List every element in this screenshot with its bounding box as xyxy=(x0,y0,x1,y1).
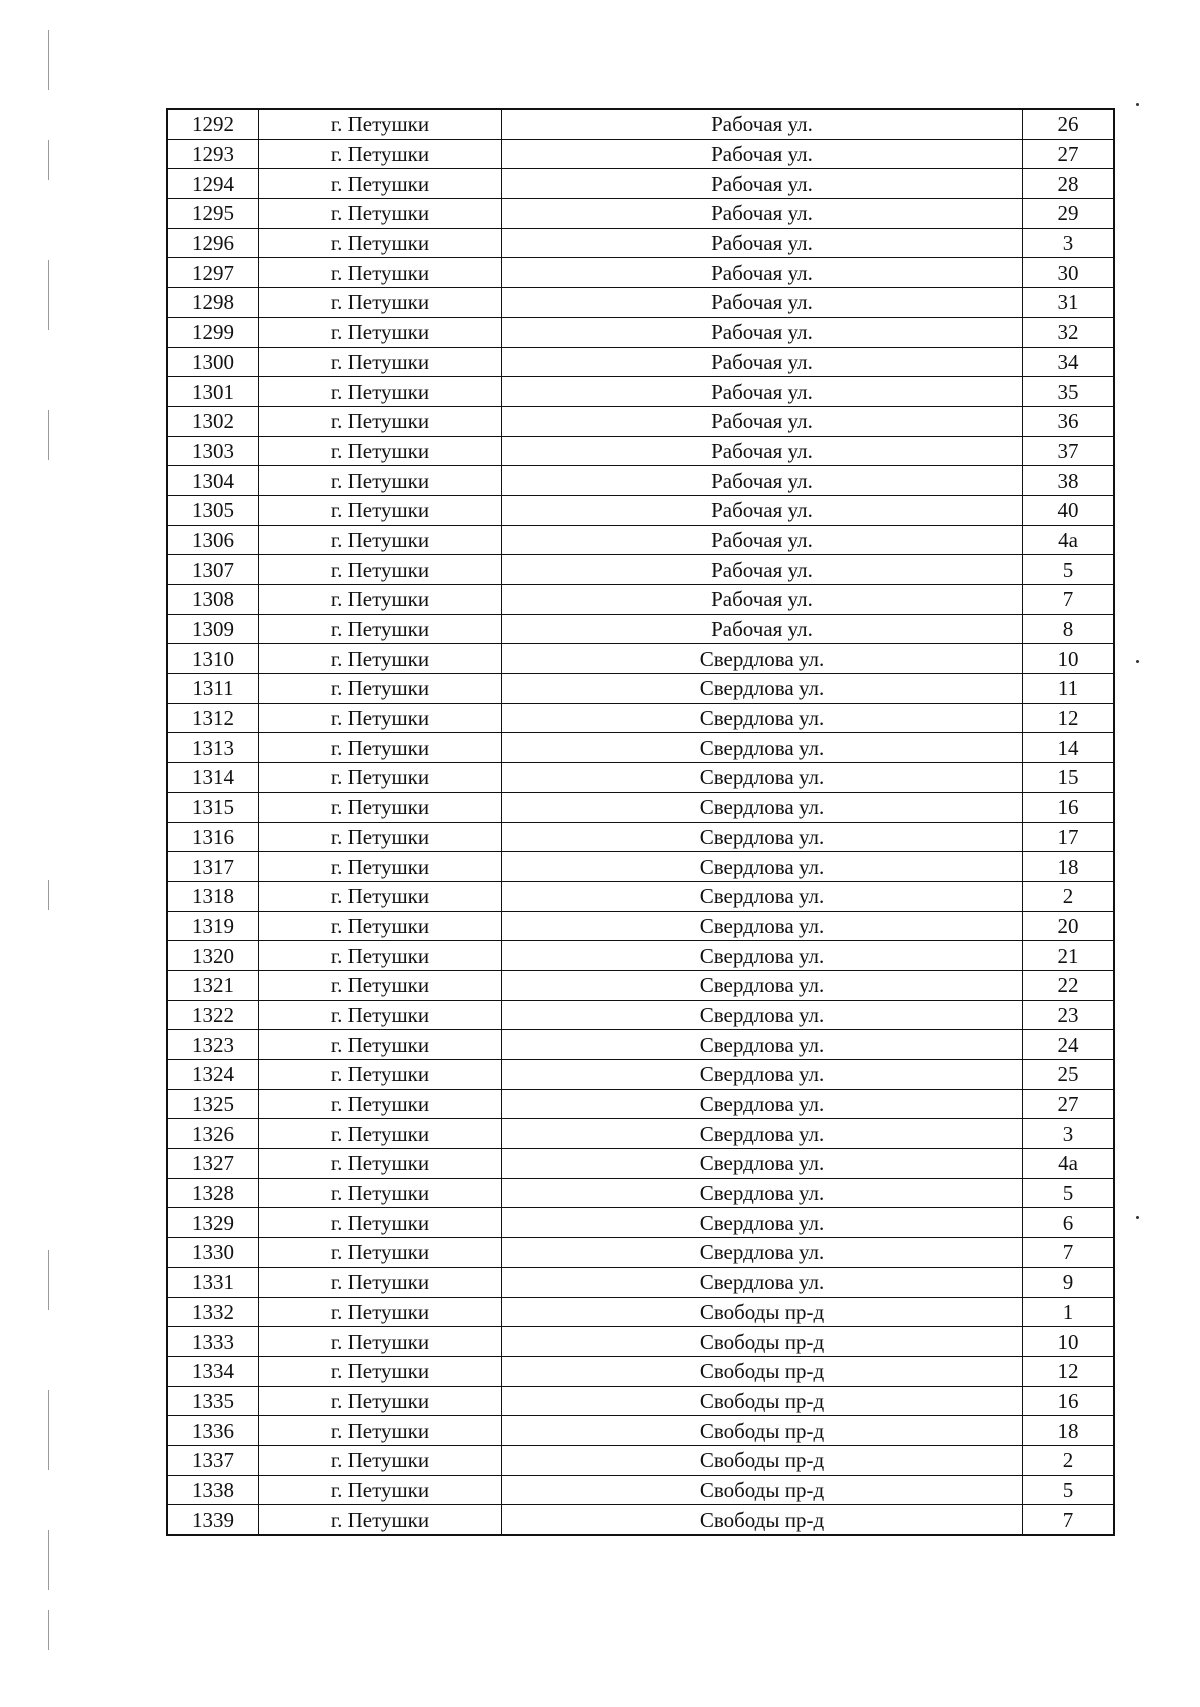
city-cell: г. Петушки xyxy=(259,377,502,407)
table-row xyxy=(167,703,1114,733)
row-number-cell: 1305 xyxy=(167,495,259,525)
house-number-cell: 12 xyxy=(1023,1356,1115,1386)
table-row xyxy=(167,1386,1114,1416)
table-row xyxy=(167,852,1114,882)
house-number-cell: 3 xyxy=(1023,1119,1115,1149)
house-number-cell: 37 xyxy=(1023,436,1115,466)
row-number-cell: 1301 xyxy=(167,377,259,407)
row-number-cell: 1338 xyxy=(167,1475,259,1505)
house-number-cell: 7 xyxy=(1023,1505,1115,1535)
street-cell: Свердлова ул. xyxy=(502,1000,1023,1030)
city-cell: г. Петушки xyxy=(259,139,502,169)
street-cell: Рабочая ул. xyxy=(502,228,1023,258)
city-cell: г. Петушки xyxy=(259,1238,502,1268)
street-cell: Рабочая ул. xyxy=(502,436,1023,466)
house-number-cell: 3 xyxy=(1023,228,1115,258)
address-table-body xyxy=(167,109,1114,1535)
house-number-cell: 20 xyxy=(1023,911,1115,941)
city-cell: г. Петушки xyxy=(259,1089,502,1119)
house-number-cell: 22 xyxy=(1023,970,1115,1000)
street-cell: Рабочая ул. xyxy=(502,288,1023,318)
row-number-cell: 1327 xyxy=(167,1149,259,1179)
table-row xyxy=(167,466,1114,496)
city-cell: г. Петушки xyxy=(259,1149,502,1179)
scan-edge-mark xyxy=(48,880,49,910)
city-cell: г. Петушки xyxy=(259,1356,502,1386)
street-cell: Свободы пр-д xyxy=(502,1416,1023,1446)
house-number-cell: 16 xyxy=(1023,1386,1115,1416)
city-cell: г. Петушки xyxy=(259,436,502,466)
table-row xyxy=(167,1327,1114,1357)
table-row xyxy=(167,525,1114,555)
city-cell: г. Петушки xyxy=(259,466,502,496)
table-row xyxy=(167,1416,1114,1446)
scan-edge-mark xyxy=(48,410,49,460)
house-number-cell: 18 xyxy=(1023,852,1115,882)
city-cell: г. Петушки xyxy=(259,614,502,644)
table-row xyxy=(167,792,1114,822)
street-cell: Рабочая ул. xyxy=(502,585,1023,615)
row-number-cell: 1302 xyxy=(167,406,259,436)
address-table xyxy=(166,108,1115,1536)
city-cell: г. Петушки xyxy=(259,1505,502,1535)
street-cell: Свердлова ул. xyxy=(502,1178,1023,1208)
house-number-cell: 16 xyxy=(1023,792,1115,822)
city-cell: г. Петушки xyxy=(259,258,502,288)
house-number-cell: 4а xyxy=(1023,1149,1115,1179)
house-number-cell: 32 xyxy=(1023,317,1115,347)
row-number-cell: 1298 xyxy=(167,288,259,318)
row-number-cell: 1295 xyxy=(167,199,259,229)
street-cell: Рабочая ул. xyxy=(502,377,1023,407)
table-row xyxy=(167,1445,1114,1475)
table-row xyxy=(167,1356,1114,1386)
table-row xyxy=(167,1030,1114,1060)
row-number-cell: 1329 xyxy=(167,1208,259,1238)
table-row xyxy=(167,1267,1114,1297)
street-cell: Рабочая ул. xyxy=(502,139,1023,169)
city-cell: г. Петушки xyxy=(259,1030,502,1060)
table-row xyxy=(167,377,1114,407)
table-row xyxy=(167,1178,1114,1208)
street-cell: Свердлова ул. xyxy=(502,1089,1023,1119)
city-cell: г. Петушки xyxy=(259,763,502,793)
table-row xyxy=(167,585,1114,615)
table-row xyxy=(167,436,1114,466)
street-cell: Свободы пр-д xyxy=(502,1356,1023,1386)
house-number-cell: 34 xyxy=(1023,347,1115,377)
street-cell: Рабочая ул. xyxy=(502,347,1023,377)
house-number-cell: 26 xyxy=(1023,109,1115,139)
table-row xyxy=(167,1149,1114,1179)
table-row xyxy=(167,555,1114,585)
scan-dot xyxy=(1136,660,1139,663)
house-number-cell: 5 xyxy=(1023,555,1115,585)
street-cell: Свердлова ул. xyxy=(502,703,1023,733)
street-cell: Рабочая ул. xyxy=(502,525,1023,555)
table-row xyxy=(167,288,1114,318)
city-cell: г. Петушки xyxy=(259,1386,502,1416)
city-cell: г. Петушки xyxy=(259,1297,502,1327)
row-number-cell: 1318 xyxy=(167,881,259,911)
row-number-cell: 1294 xyxy=(167,169,259,199)
row-number-cell: 1337 xyxy=(167,1445,259,1475)
row-number-cell: 1316 xyxy=(167,822,259,852)
row-number-cell: 1308 xyxy=(167,585,259,615)
city-cell: г. Петушки xyxy=(259,1416,502,1446)
city-cell: г. Петушки xyxy=(259,1327,502,1357)
city-cell: г. Петушки xyxy=(259,970,502,1000)
house-number-cell: 10 xyxy=(1023,1327,1115,1357)
city-cell: г. Петушки xyxy=(259,169,502,199)
house-number-cell: 11 xyxy=(1023,674,1115,704)
city-cell: г. Петушки xyxy=(259,288,502,318)
street-cell: Свердлова ул. xyxy=(502,881,1023,911)
table-row xyxy=(167,139,1114,169)
house-number-cell: 8 xyxy=(1023,614,1115,644)
street-cell: Рабочая ул. xyxy=(502,109,1023,139)
street-cell: Свердлова ул. xyxy=(502,1208,1023,1238)
table-row xyxy=(167,495,1114,525)
street-cell: Свердлова ул. xyxy=(502,763,1023,793)
city-cell: г. Петушки xyxy=(259,406,502,436)
street-cell: Рабочая ул. xyxy=(502,614,1023,644)
scan-edge-mark xyxy=(48,30,49,90)
table-row xyxy=(167,109,1114,139)
street-cell: Свердлова ул. xyxy=(502,1060,1023,1090)
scan-edge-mark xyxy=(48,140,49,180)
street-cell: Свободы пр-д xyxy=(502,1445,1023,1475)
table-row xyxy=(167,199,1114,229)
row-number-cell: 1328 xyxy=(167,1178,259,1208)
city-cell: г. Петушки xyxy=(259,585,502,615)
street-cell: Рабочая ул. xyxy=(502,406,1023,436)
city-cell: г. Петушки xyxy=(259,674,502,704)
house-number-cell: 12 xyxy=(1023,703,1115,733)
city-cell: г. Петушки xyxy=(259,733,502,763)
table-row xyxy=(167,644,1114,674)
city-cell: г. Петушки xyxy=(259,317,502,347)
house-number-cell: 25 xyxy=(1023,1060,1115,1090)
house-number-cell: 4а xyxy=(1023,525,1115,555)
row-number-cell: 1332 xyxy=(167,1297,259,1327)
row-number-cell: 1317 xyxy=(167,852,259,882)
scan-edge-mark xyxy=(48,260,49,330)
scan-edge-mark xyxy=(48,1250,49,1310)
table-row xyxy=(167,1475,1114,1505)
row-number-cell: 1293 xyxy=(167,139,259,169)
street-cell: Свободы пр-д xyxy=(502,1505,1023,1535)
table-row xyxy=(167,1505,1114,1535)
row-number-cell: 1333 xyxy=(167,1327,259,1357)
city-cell: г. Петушки xyxy=(259,1475,502,1505)
table-row xyxy=(167,881,1114,911)
house-number-cell: 24 xyxy=(1023,1030,1115,1060)
row-number-cell: 1296 xyxy=(167,228,259,258)
house-number-cell: 27 xyxy=(1023,139,1115,169)
scan-dot xyxy=(1136,1216,1139,1219)
row-number-cell: 1306 xyxy=(167,525,259,555)
table-row xyxy=(167,733,1114,763)
street-cell: Рабочая ул. xyxy=(502,495,1023,525)
row-number-cell: 1339 xyxy=(167,1505,259,1535)
row-number-cell: 1336 xyxy=(167,1416,259,1446)
table-row xyxy=(167,822,1114,852)
city-cell: г. Петушки xyxy=(259,644,502,674)
street-cell: Свердлова ул. xyxy=(502,644,1023,674)
house-number-cell: 2 xyxy=(1023,1445,1115,1475)
table-row xyxy=(167,258,1114,288)
row-number-cell: 1324 xyxy=(167,1060,259,1090)
row-number-cell: 1300 xyxy=(167,347,259,377)
house-number-cell: 35 xyxy=(1023,377,1115,407)
table-row xyxy=(167,674,1114,704)
house-number-cell: 23 xyxy=(1023,1000,1115,1030)
city-cell: г. Петушки xyxy=(259,792,502,822)
street-cell: Свободы пр-д xyxy=(502,1327,1023,1357)
table-row xyxy=(167,1208,1114,1238)
street-cell: Свердлова ул. xyxy=(502,1030,1023,1060)
table-row xyxy=(167,1297,1114,1327)
house-number-cell: 6 xyxy=(1023,1208,1115,1238)
row-number-cell: 1325 xyxy=(167,1089,259,1119)
street-cell: Рабочая ул. xyxy=(502,466,1023,496)
row-number-cell: 1320 xyxy=(167,941,259,971)
house-number-cell: 1 xyxy=(1023,1297,1115,1327)
table-row xyxy=(167,763,1114,793)
row-number-cell: 1314 xyxy=(167,763,259,793)
table-row xyxy=(167,169,1114,199)
row-number-cell: 1319 xyxy=(167,911,259,941)
city-cell: г. Петушки xyxy=(259,1000,502,1030)
house-number-cell: 9 xyxy=(1023,1267,1115,1297)
row-number-cell: 1334 xyxy=(167,1356,259,1386)
row-number-cell: 1307 xyxy=(167,555,259,585)
scan-edge-mark xyxy=(48,1530,49,1590)
row-number-cell: 1326 xyxy=(167,1119,259,1149)
table-row xyxy=(167,1060,1114,1090)
row-number-cell: 1299 xyxy=(167,317,259,347)
street-cell: Свердлова ул. xyxy=(502,1149,1023,1179)
table-row xyxy=(167,228,1114,258)
scan-edge-mark xyxy=(48,1390,49,1470)
city-cell: г. Петушки xyxy=(259,1178,502,1208)
street-cell: Свердлова ул. xyxy=(502,970,1023,1000)
street-cell: Свободы пр-д xyxy=(502,1475,1023,1505)
house-number-cell: 7 xyxy=(1023,1238,1115,1268)
row-number-cell: 1331 xyxy=(167,1267,259,1297)
street-cell: Рабочая ул. xyxy=(502,199,1023,229)
city-cell: г. Петушки xyxy=(259,941,502,971)
house-number-cell: 31 xyxy=(1023,288,1115,318)
city-cell: г. Петушки xyxy=(259,1445,502,1475)
city-cell: г. Петушки xyxy=(259,525,502,555)
row-number-cell: 1312 xyxy=(167,703,259,733)
house-number-cell: 27 xyxy=(1023,1089,1115,1119)
house-number-cell: 5 xyxy=(1023,1178,1115,1208)
table-row xyxy=(167,941,1114,971)
city-cell: г. Петушки xyxy=(259,703,502,733)
street-cell: Рабочая ул. xyxy=(502,317,1023,347)
city-cell: г. Петушки xyxy=(259,1119,502,1149)
house-number-cell: 10 xyxy=(1023,644,1115,674)
street-cell: Свободы пр-д xyxy=(502,1297,1023,1327)
table-row xyxy=(167,970,1114,1000)
house-number-cell: 28 xyxy=(1023,169,1115,199)
house-number-cell: 29 xyxy=(1023,199,1115,229)
house-number-cell: 2 xyxy=(1023,881,1115,911)
row-number-cell: 1292 xyxy=(167,109,259,139)
city-cell: г. Петушки xyxy=(259,347,502,377)
street-cell: Свердлова ул. xyxy=(502,674,1023,704)
street-cell: Свердлова ул. xyxy=(502,792,1023,822)
street-cell: Рабочая ул. xyxy=(502,555,1023,585)
row-number-cell: 1322 xyxy=(167,1000,259,1030)
row-number-cell: 1303 xyxy=(167,436,259,466)
row-number-cell: 1297 xyxy=(167,258,259,288)
city-cell: г. Петушки xyxy=(259,199,502,229)
house-number-cell: 14 xyxy=(1023,733,1115,763)
city-cell: г. Петушки xyxy=(259,822,502,852)
table-row xyxy=(167,911,1114,941)
city-cell: г. Петушки xyxy=(259,852,502,882)
house-number-cell: 21 xyxy=(1023,941,1115,971)
row-number-cell: 1304 xyxy=(167,466,259,496)
row-number-cell: 1330 xyxy=(167,1238,259,1268)
table-row xyxy=(167,347,1114,377)
street-cell: Рабочая ул. xyxy=(502,169,1023,199)
city-cell: г. Петушки xyxy=(259,228,502,258)
house-number-cell: 38 xyxy=(1023,466,1115,496)
row-number-cell: 1323 xyxy=(167,1030,259,1060)
row-number-cell: 1335 xyxy=(167,1386,259,1416)
row-number-cell: 1310 xyxy=(167,644,259,674)
street-cell: Свердлова ул. xyxy=(502,911,1023,941)
table-row xyxy=(167,317,1114,347)
city-cell: г. Петушки xyxy=(259,555,502,585)
row-number-cell: 1311 xyxy=(167,674,259,704)
table-row xyxy=(167,406,1114,436)
row-number-cell: 1321 xyxy=(167,970,259,1000)
house-number-cell: 17 xyxy=(1023,822,1115,852)
city-cell: г. Петушки xyxy=(259,1267,502,1297)
house-number-cell: 18 xyxy=(1023,1416,1115,1446)
street-cell: Свердлова ул. xyxy=(502,1238,1023,1268)
table-row xyxy=(167,1089,1114,1119)
house-number-cell: 7 xyxy=(1023,585,1115,615)
city-cell: г. Петушки xyxy=(259,911,502,941)
scan-dot xyxy=(1136,103,1139,106)
street-cell: Свердлова ул. xyxy=(502,822,1023,852)
house-number-cell: 5 xyxy=(1023,1475,1115,1505)
house-number-cell: 40 xyxy=(1023,495,1115,525)
scan-edge-mark xyxy=(48,1610,49,1650)
street-cell: Свободы пр-д xyxy=(502,1386,1023,1416)
house-number-cell: 15 xyxy=(1023,763,1115,793)
house-number-cell: 30 xyxy=(1023,258,1115,288)
street-cell: Рабочая ул. xyxy=(502,258,1023,288)
table-row xyxy=(167,614,1114,644)
row-number-cell: 1309 xyxy=(167,614,259,644)
table-row xyxy=(167,1000,1114,1030)
city-cell: г. Петушки xyxy=(259,109,502,139)
table-row xyxy=(167,1119,1114,1149)
street-cell: Свердлова ул. xyxy=(502,1267,1023,1297)
city-cell: г. Петушки xyxy=(259,1060,502,1090)
city-cell: г. Петушки xyxy=(259,495,502,525)
street-cell: Свердлова ул. xyxy=(502,733,1023,763)
house-number-cell: 36 xyxy=(1023,406,1115,436)
street-cell: Свердлова ул. xyxy=(502,941,1023,971)
table-row xyxy=(167,1238,1114,1268)
street-cell: Свердлова ул. xyxy=(502,852,1023,882)
row-number-cell: 1313 xyxy=(167,733,259,763)
street-cell: Свердлова ул. xyxy=(502,1119,1023,1149)
city-cell: г. Петушки xyxy=(259,881,502,911)
city-cell: г. Петушки xyxy=(259,1208,502,1238)
row-number-cell: 1315 xyxy=(167,792,259,822)
